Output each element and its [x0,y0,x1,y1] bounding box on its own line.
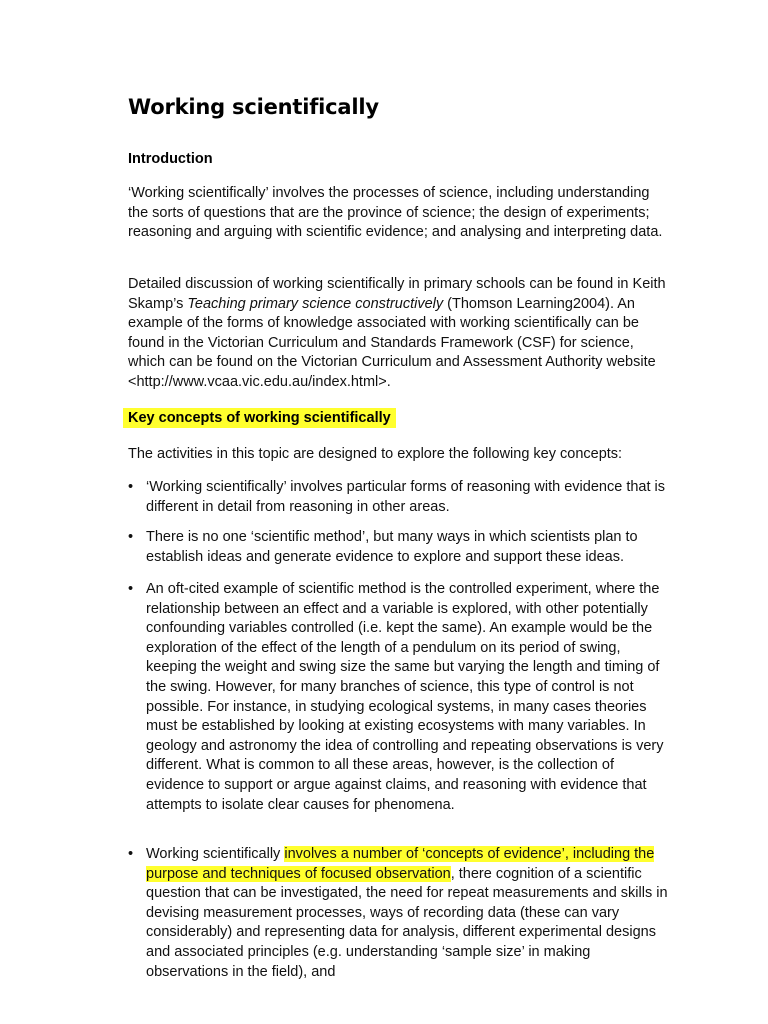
bullet-marker: • [128,529,134,545]
book-title: Teaching primary science constructively [187,295,444,312]
bullet-text-b: , there cognition of a scientific question that can be investigated, the need for repeat measurements and skills in devising measurement processes, ways of recording data (these can vary considerably) and representing data for analysis, different experimental designs and associated principles (e.g. understanding ‘sample size’ in making observations in the field), and [146,865,668,980]
bullet-marker: • [128,846,134,862]
list-item [128,478,673,517]
bullet-text: There is no one ‘scientific method’, but many ways in which scientists plan to establish ideas and generate evidence to explore and support these ideas. [146,529,638,565]
key-concepts-heading: Key concepts of working scientifically [123,408,396,428]
list-item [128,528,673,567]
list-item [128,845,673,982]
introduction-heading: Introduction [128,151,213,167]
bullet-text-a: Working scientifically [146,846,285,862]
paragraph-2-text-b: (Thomson Learning2004). An example of the forms of knowledge associated with working scientifically can be found in the Victorian Curriculum and Standards Framework (CSF) for science, which can be found on the Victorian Curriculum and Assessment Authority website <http://www.vcaa.vic.edu.au/index.html>. [128,295,656,390]
highlighted-text: involves a number of ‘concepts of evidence’, including the purpose and techniques of focused observation [146,846,655,882]
bullet-text: ‘Working scientifically’ involves particular forms of reasoning with evidence that is different in detail from reasoning in other areas. [146,479,665,515]
bullet-marker: • [128,479,134,495]
key-concepts-lead: The activities in this topic are designed to explore the following key concepts: [128,446,623,462]
bullet-text [146,845,673,982]
introduction-paragraph-2 [128,275,668,393]
paragraph-2-text-a: Detailed discussion of working scientifically in primary schools can be found in Keith Skamp’s [128,276,666,312]
list-item [128,580,673,815]
bullet-text: An oft-cited example of scientific method is the controlled experiment, where the relationship between an effect and a variable is explored, with other potentially confounding variables controlled (i.e. kept the same). An example would be the exploration of the effect of the length of a pendulum on its period of swing, keeping the weight and swing size the same but varying the length and timing of the swing. However, for many branches of science, this type of control is not possible. For instance, in studying ecological systems, in many cases theories must be established by looking at existing ecosystems with many variables. In geology and astronomy the idea of controlling and repeating observations is very different. What is common to all these areas, however, is the collection of evidence to support or argue against claims, and reasoning with evidence that attempts to isolate clear causes for phenomena. [146,581,664,813]
introduction-paragraph-1: ‘Working scientifically’ involves the processes of science, including understanding the sorts of questions that are the province of science; the design of experiments; reasoning and arguing with scientific evidence; and analysing and interpreting data. [128,185,663,241]
bullet-marker: • [128,581,134,597]
document-title: Working scientifically [128,95,379,119]
